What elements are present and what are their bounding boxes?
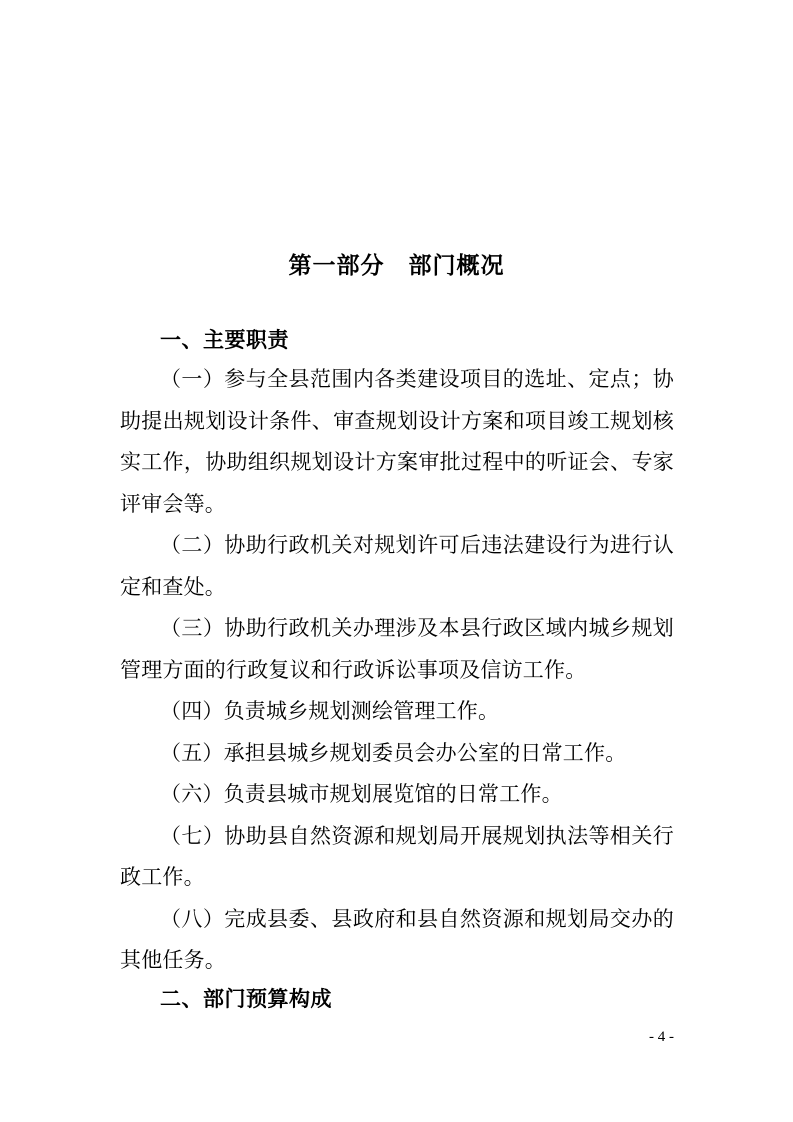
paragraph-item-6: （六）负责县城市规划展览馆的日常工作。 — [160, 782, 563, 806]
paragraph-item-8: （八）完成县委、县政府和县自然资源和规划局交办的其他任务。 — [120, 906, 674, 972]
section-heading-main-duties: 一、主要职责 — [160, 329, 289, 352]
page-number: - 4 - — [649, 1029, 674, 1045]
page-title: 第一部分 部门概况 — [288, 252, 505, 278]
section-heading-budget-composition: 二、部门预算构成 — [160, 987, 332, 1011]
paragraph-item-5: （五）承担县城乡规划委员会办公室的日常工作。 — [160, 740, 627, 765]
paragraph-item-7: （七）协助县自然资源和规划局开展规划执法等相关行政工作。 — [120, 823, 674, 889]
paragraph-item-3: （三）协助行政机关办理涉及本县行政区域内城乡规划管理方面的行政复议和行政诉讼事项及信访工作。 — [120, 616, 674, 682]
paragraph-item-4: （四）负责城乡规划测绘管理工作。 — [160, 699, 500, 723]
paragraph-item-2: （二）协助行政机关对规划许可后违法建设行为进行认定和查处。 — [120, 533, 674, 599]
paragraph-item-1: （一）参与全县范围内各类建设项目的选址、定点；协助提出规划设计条件、审查规划设计方案和项目竣工规划核实工作，协助组织规划设计方案审批过程中的听证会、专家评审会等。 — [120, 367, 674, 516]
document-body — [120, 323, 674, 1018]
